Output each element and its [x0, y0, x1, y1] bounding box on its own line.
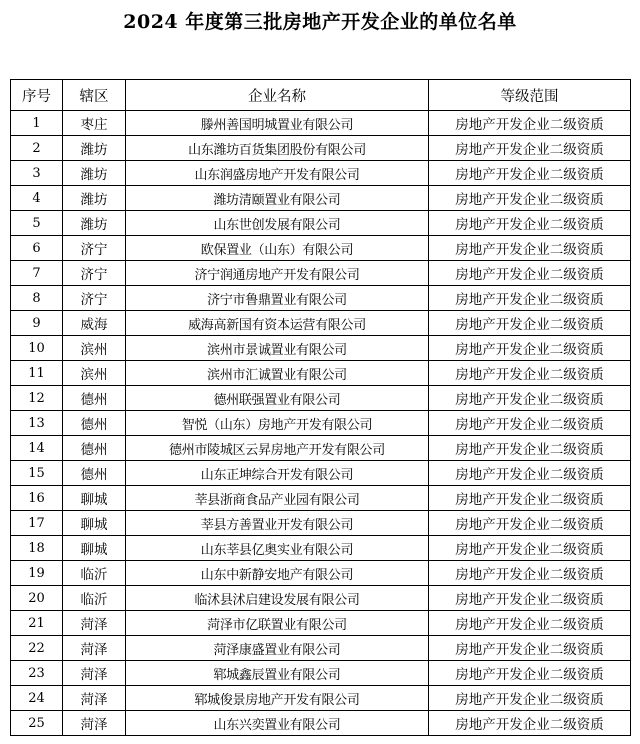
cell-serial-number: 17: [11, 511, 63, 536]
cell-company-name: 山东兴奕置业有限公司: [126, 711, 429, 736]
cell-grade-scope: 房地产开发企业二级资质: [429, 636, 631, 661]
cell-grade-scope: 房地产开发企业二级资质: [429, 711, 631, 736]
cell-company-name: 滨州市景诚置业有限公司: [126, 336, 429, 361]
cell-serial-number: 25: [11, 711, 63, 736]
table-row: [11, 461, 631, 486]
cell-serial-number: 6: [11, 236, 63, 261]
cell-company-name: 山东世创发展有限公司: [126, 211, 429, 236]
cell-district: 滨州: [63, 336, 126, 361]
cell-district: 菏泽: [63, 661, 126, 686]
cell-grade-scope: 房地产开发企业二级资质: [429, 486, 631, 511]
cell-company-name: 菏泽康盛置业有限公司: [126, 636, 429, 661]
table-row: [11, 336, 631, 361]
cell-grade-scope: 房地产开发企业二级资质: [429, 136, 631, 161]
table-header-row: [11, 80, 631, 111]
cell-company-name: 山东正坤综合开发有限公司: [126, 461, 429, 486]
cell-grade-scope: 房地产开发企业二级资质: [429, 661, 631, 686]
cell-company-name: 山东润盛房地产开发有限公司: [126, 161, 429, 186]
cell-company-name: 山东潍坊百货集团股份有限公司: [126, 136, 429, 161]
cell-serial-number: 2: [11, 136, 63, 161]
cell-company-name: 滕州善国明城置业有限公司: [126, 111, 429, 136]
header-company-name: 企业名称: [126, 80, 429, 111]
cell-district: 威海: [63, 311, 126, 336]
cell-grade-scope: 房地产开发企业二级资质: [429, 436, 631, 461]
cell-grade-scope: 房地产开发企业二级资质: [429, 511, 631, 536]
cell-grade-scope: 房地产开发企业二级资质: [429, 286, 631, 311]
cell-grade-scope: 房地产开发企业二级资质: [429, 536, 631, 561]
cell-grade-scope: 房地产开发企业二级资质: [429, 386, 631, 411]
cell-serial-number: 19: [11, 561, 63, 586]
cell-district: 潍坊: [63, 161, 126, 186]
cell-serial-number: 23: [11, 661, 63, 686]
table-row: [11, 261, 631, 286]
cell-district: 德州: [63, 461, 126, 486]
cell-serial-number: 10: [11, 336, 63, 361]
cell-district: 滨州: [63, 361, 126, 386]
cell-district: 济宁: [63, 261, 126, 286]
company-list-table: [10, 79, 631, 736]
cell-company-name: 郓城鑫辰置业有限公司: [126, 661, 429, 686]
cell-company-name: 潍坊清颐置业有限公司: [126, 186, 429, 211]
cell-company-name: 德州市陵城区云昇房地产开发有限公司: [126, 436, 429, 461]
cell-company-name: 菏泽市亿联置业有限公司: [126, 611, 429, 636]
cell-district: 聊城: [63, 486, 126, 511]
cell-district: 菏泽: [63, 636, 126, 661]
cell-serial-number: 24: [11, 686, 63, 711]
cell-district: 济宁: [63, 236, 126, 261]
cell-district: 菏泽: [63, 711, 126, 736]
cell-grade-scope: 房地产开发企业二级资质: [429, 561, 631, 586]
cell-grade-scope: 房地产开发企业二级资质: [429, 261, 631, 286]
cell-serial-number: 14: [11, 436, 63, 461]
cell-grade-scope: 房地产开发企业二级资质: [429, 336, 631, 361]
cell-district: 菏泽: [63, 686, 126, 711]
cell-grade-scope: 房地产开发企业二级资质: [429, 161, 631, 186]
table-row: [11, 186, 631, 211]
cell-grade-scope: 房地产开发企业二级资质: [429, 586, 631, 611]
cell-company-name: 滨州市汇诚置业有限公司: [126, 361, 429, 386]
cell-serial-number: 8: [11, 286, 63, 311]
table-row: [11, 211, 631, 236]
cell-company-name: 临沭县沭启建设发展有限公司: [126, 586, 429, 611]
cell-serial-number: 21: [11, 611, 63, 636]
header-serial-number: 序号: [11, 80, 63, 111]
table-row: [11, 136, 631, 161]
cell-district: 潍坊: [63, 211, 126, 236]
cell-district: 枣庄: [63, 111, 126, 136]
table-row: [11, 661, 631, 686]
cell-company-name: 山东莘县亿奥实业有限公司: [126, 536, 429, 561]
cell-company-name: 欧保置业（山东）有限公司: [126, 236, 429, 261]
cell-grade-scope: 房地产开发企业二级资质: [429, 311, 631, 336]
cell-serial-number: 20: [11, 586, 63, 611]
table-row: [11, 161, 631, 186]
cell-serial-number: 15: [11, 461, 63, 486]
cell-district: 德州: [63, 386, 126, 411]
cell-grade-scope: 房地产开发企业二级资质: [429, 686, 631, 711]
table-row: [11, 536, 631, 561]
cell-company-name: 威海高新国有资本运营有限公司: [126, 311, 429, 336]
cell-district: 菏泽: [63, 611, 126, 636]
cell-grade-scope: 房地产开发企业二级资质: [429, 411, 631, 436]
cell-district: 聊城: [63, 511, 126, 536]
header-district: 辖区: [63, 80, 126, 111]
table-body: [11, 111, 631, 736]
cell-serial-number: 9: [11, 311, 63, 336]
table-row: [11, 311, 631, 336]
header-grade-scope: 等级范围: [429, 80, 631, 111]
cell-company-name: 山东中新静安地产有限公司: [126, 561, 429, 586]
table-row: [11, 486, 631, 511]
cell-serial-number: 16: [11, 486, 63, 511]
cell-grade-scope: 房地产开发企业二级资质: [429, 211, 631, 236]
table-row: [11, 436, 631, 461]
cell-grade-scope: 房地产开发企业二级资质: [429, 611, 631, 636]
cell-company-name: 莘县浙商食品产业园有限公司: [126, 486, 429, 511]
cell-district: 德州: [63, 411, 126, 436]
cell-district: 德州: [63, 436, 126, 461]
cell-company-name: 德州联强置业有限公司: [126, 386, 429, 411]
cell-serial-number: 1: [11, 111, 63, 136]
cell-company-name: 莘县方善置业开发有限公司: [126, 511, 429, 536]
cell-district: 潍坊: [63, 136, 126, 161]
table-row: [11, 611, 631, 636]
table-row: [11, 236, 631, 261]
table-row: [11, 111, 631, 136]
cell-district: 聊城: [63, 536, 126, 561]
cell-grade-scope: 房地产开发企业二级资质: [429, 186, 631, 211]
cell-company-name: 郓城俊景房地产开发有限公司: [126, 686, 429, 711]
cell-grade-scope: 房地产开发企业二级资质: [429, 361, 631, 386]
cell-serial-number: 5: [11, 211, 63, 236]
document-title: 2024 年度第三批房地产开发企业的单位名单: [123, 11, 517, 33]
cell-serial-number: 4: [11, 186, 63, 211]
table-row: [11, 711, 631, 736]
cell-serial-number: 22: [11, 636, 63, 661]
cell-serial-number: 7: [11, 261, 63, 286]
cell-serial-number: 18: [11, 536, 63, 561]
cell-district: 临沂: [63, 561, 126, 586]
cell-grade-scope: 房地产开发企业二级资质: [429, 236, 631, 261]
table-row: [11, 286, 631, 311]
cell-company-name: 济宁润通房地产开发有限公司: [126, 261, 429, 286]
cell-serial-number: 3: [11, 161, 63, 186]
cell-grade-scope: 房地产开发企业二级资质: [429, 111, 631, 136]
cell-serial-number: 13: [11, 411, 63, 436]
cell-company-name: 济宁市鲁鼎置业有限公司: [126, 286, 429, 311]
table-row: [11, 636, 631, 661]
cell-serial-number: 12: [11, 386, 63, 411]
table-row: [11, 586, 631, 611]
table-row: [11, 561, 631, 586]
cell-company-name: 智悦（山东）房地产开发有限公司: [126, 411, 429, 436]
cell-district: 临沂: [63, 586, 126, 611]
table-row: [11, 361, 631, 386]
table-row: [11, 511, 631, 536]
table-row: [11, 386, 631, 411]
cell-serial-number: 11: [11, 361, 63, 386]
table-row: [11, 686, 631, 711]
cell-district: 济宁: [63, 286, 126, 311]
cell-district: 潍坊: [63, 186, 126, 211]
table-row: [11, 411, 631, 436]
cell-grade-scope: 房地产开发企业二级资质: [429, 461, 631, 486]
